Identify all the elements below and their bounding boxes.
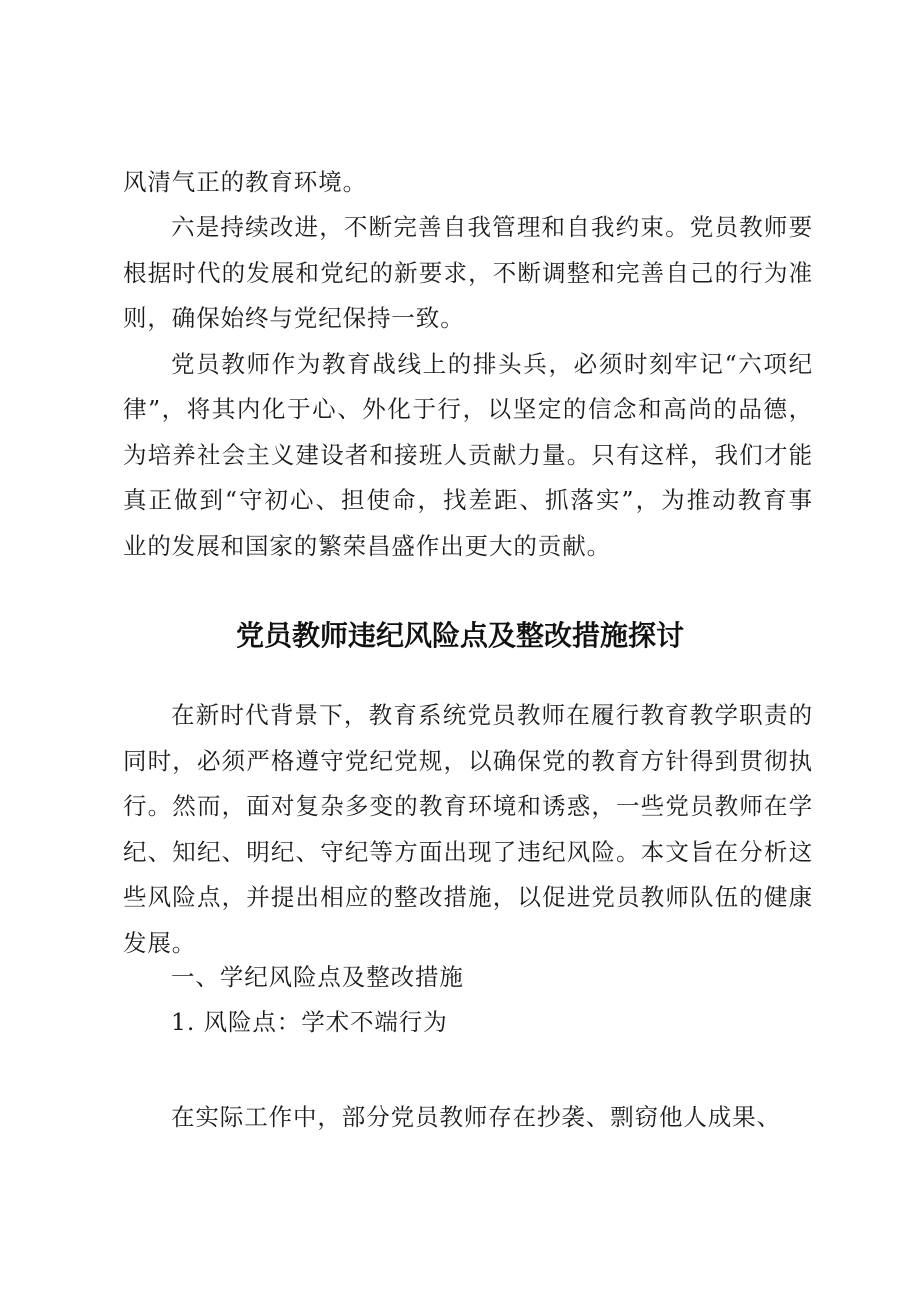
paragraph-line: 党员教师作为教育战线上的排头兵，必须时刻牢记“六项纪 [171, 350, 813, 378]
paragraph-line: 些风险点，并提出相应的整改措施，以促进党员教师队伍的健康 [123, 883, 813, 911]
paragraph-line: 风清气正的教育环境。 [123, 168, 367, 196]
paragraph-line: 六是持续改进，不断完善自我管理和自我约束。党员教师要 [171, 213, 813, 241]
paragraph-line: 则，确保始终与党纪保持一致。 [123, 304, 465, 332]
paragraph-line: 真正做到“守初心、担使命，找差距、抓落实”，为推动教育事 [123, 486, 813, 514]
paragraph-line: 在实际工作中，部分党员教师存在抄袭、剽窃他人成果、 [171, 1103, 781, 1131]
paragraph-line: 根据时代的发展和党纪的新要求，不断调整和完善自己的行为准 [123, 259, 813, 287]
paragraph-line: 发展。 [123, 929, 197, 957]
paragraph-line: 纪、知纪、明纪、守纪等方面出现了违纪风险。本文旨在分析这 [123, 838, 813, 866]
subsection-heading: 1. 风险点：学术不端行为 [171, 1008, 448, 1036]
paragraph-line: 律”，将其内化于心、外化于行，以坚定的信念和高尚的品德， [123, 395, 813, 423]
section-heading: 一、学纪风险点及整改措施 [171, 963, 464, 991]
paragraph-line: 在新时代背景下，教育系统党员教师在履行教育教学职责的 [171, 701, 813, 729]
paragraph-line: 同时，必须严格遵守党纪党规，以确保党的教育方针得到贯彻执 [123, 747, 813, 775]
paragraph-line: 业的发展和国家的繁荣昌盛作出更大的贡献。 [123, 532, 611, 560]
article-title: 党员教师违纪风险点及整改措施探讨 [235, 619, 684, 652]
paragraph-line: 行。然而，面对复杂多变的教育环境和诱惑，一些党员教师在学 [123, 792, 813, 820]
paragraph-line: 为培养社会主义建设者和接班人贡献力量。只有这样，我们才能 [123, 441, 813, 469]
